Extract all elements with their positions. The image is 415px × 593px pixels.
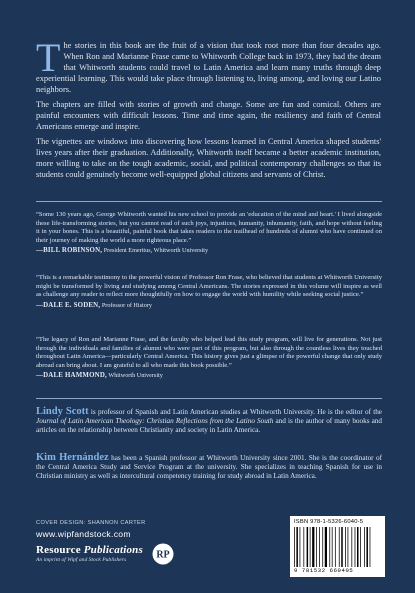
barcode-icon xyxy=(294,527,381,567)
author-name: Lindy Scott xyxy=(36,406,89,417)
endorser-name: —DALE E. SODEN, xyxy=(36,301,101,309)
endorsement-3 xyxy=(36,336,382,381)
publisher-imprint xyxy=(36,544,143,563)
isbn-label: ISBN 978-1-5326-6040-5 xyxy=(294,519,364,525)
endorser-role: Professor of History xyxy=(101,301,152,309)
divider-bottom xyxy=(36,398,382,399)
logo-lettering: RP xyxy=(156,549,170,561)
endorsement-quote: “Some 130 years ago, George Whitworth wanted his new school to provide an 'education of the mind and heart.' I lived alongside these life-transforming stories, but you cannot read of such joys, injustices, humanity, inhumanity, faith, and hope without feeling it in your bones. This is a beautiful, painful book that takes readers to the trailhead of hundreds of alumni who have continued on their journey of making the world a more righteous place.” xyxy=(36,211,382,244)
endorsement-2 xyxy=(36,274,382,310)
endorsement-attribution xyxy=(36,372,382,381)
author-bio-1: Lindy Scott is professor of Spanish and Latin American studies at Whitworth University. He is the editor of the Journal of Latin American Theology: Christian Reflections from the Latino South and is the author of many books and articles on the relationship between Christianity and society in Latin America. xyxy=(36,406,382,435)
barcode-number: 9 781532 660405 xyxy=(294,567,354,574)
intro-text xyxy=(36,35,381,184)
endorsement-1 xyxy=(36,211,382,256)
intro-paragraph-2: The chapters are filled with stories of growth and change. Some are fun and comical. Others are painful encounters with difficult lessons. Time and time again, the resiliency and faith of Central Americans emerge and inspire. xyxy=(36,100,381,131)
publisher-tagline: An imprint of Wipf and Stock Publishers xyxy=(36,557,127,563)
intro-paragraph-3: The vignettes are windows into discovering how lessons learned in Central America shaped students' lives years after their graduation. Additionally, Whitworth itself became a better academic institution, more willing to take on the tough academic, social, and political contemporary challenges so that its students could genuinely become well-equipped global citizens and servants of Christ. xyxy=(36,137,381,179)
endorsement-quote: “The legacy of Ron and Marianne Frase, and the faculty who helped lead this study program, will live for generations. Not just through the individuals and families of alumni who were part of this program, but also through the countless lives they touched throughout Latin America—particularly Central America. This history gives just a glimpse of the powerful change that only study abroad can bring about. I am grateful to all who made this book possible.” xyxy=(36,336,382,369)
author-bio-2: Kim Hernández has been a Spanish professor at Whitworth University since 2001. She is the coordinator of the Central America Study and Service Program at the university. She specializes in teaching Spanish for use in Christian ministry as well as intercultural competency training for study abroad in Latin America. xyxy=(36,452,382,481)
publisher-name: Resource Publications xyxy=(36,544,143,556)
endorser-name: —BILL ROBINSON, xyxy=(36,247,103,254)
author-name: Kim Hernández xyxy=(36,452,109,463)
drop-cap: T xyxy=(36,35,61,80)
endorsement-attribution xyxy=(36,302,382,311)
publisher-logo-icon xyxy=(152,543,174,565)
endorser-role: Whitworth University xyxy=(108,372,163,379)
endorser-name: —DALE HAMMOND, xyxy=(36,372,107,379)
endorser-role: President Emeritus, Whitworth University xyxy=(103,247,209,254)
cover-design-credit: COVER DESIGN: SHANNON CARTER xyxy=(36,520,146,526)
divider-top xyxy=(36,201,382,202)
intro-paragraph-1: The stories in this book are the fruit of a vision that took root more than four decades ago. When Ron and Marianne Frase came to Whitworth College back in 1973, they had the dream that Whitworth students could travel to Latin America and learn many truths through deep experiential learning. This would take place through listening to, living among, and loving our Latino neighbors. xyxy=(36,35,381,94)
publisher-website: www.wipfandstock.com xyxy=(36,529,131,539)
barcode-panel xyxy=(290,516,385,577)
endorsement-attribution xyxy=(36,247,382,256)
endorsement-quote: “This is a remarkable testimony to the powerful vision of Professor Ron Frase, who believed that students at Whitworth University might be transformed by living and studying among Central Americans. The stories expressed in this volume will inspire as well as challenge any reader to reflect more thoughtfully on how to engage the world with humility while seeking social justice.” xyxy=(36,274,382,298)
